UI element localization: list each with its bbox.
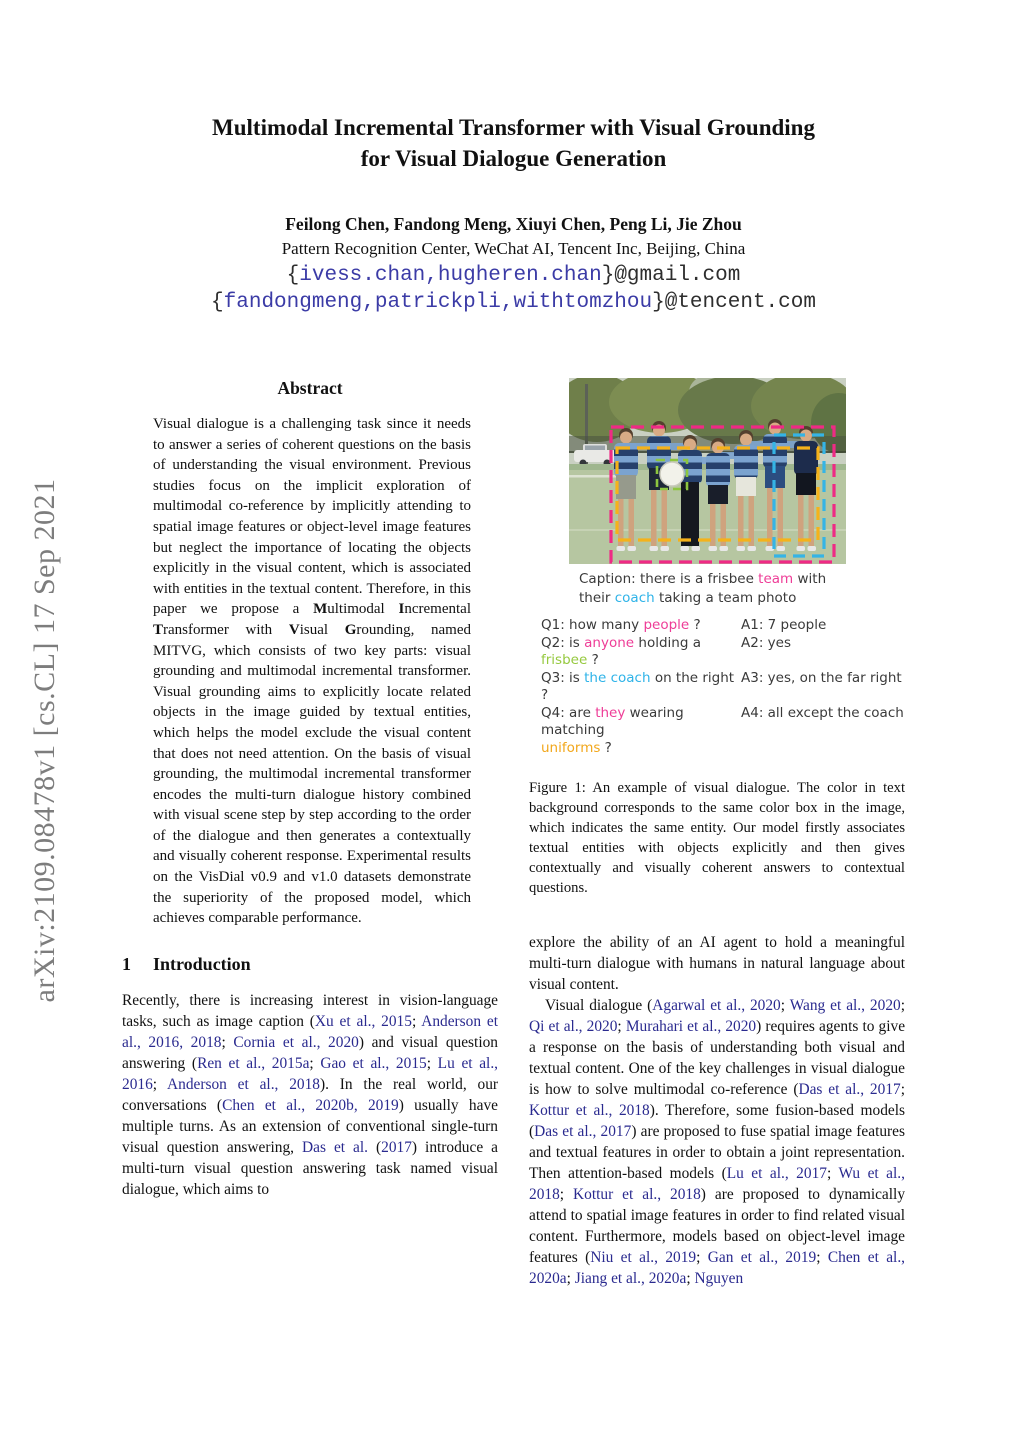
email-block — [122, 262, 905, 316]
entity-green: frisbee — [541, 652, 588, 668]
email-users: fandongmeng,patrickpli,withtomzhou — [223, 291, 653, 314]
email-line-1 — [122, 262, 905, 289]
text-run: ncremental — [404, 601, 471, 618]
text-run: Recently, there is increasing interest in vision-language tasks, such as image caption ( — [122, 991, 498, 1030]
paragraph-continuation — [529, 932, 905, 995]
text-run: ; — [900, 1081, 905, 1098]
text-run: rounding, named MITVG, which consists of two key parts: visual grounding and multimodal incremental transformer. Visual grounding aims to explicitly locate related objects in the image guided by textual entities, which helps the model exclude the visual content that does not need attention. On the basis of visual grounding, the multimodal incremental transformer encodes the multi-turn dialogue history combined with visual scene step by step according to the order of the dialogue and then generates a contextually and visually coherent response. Experimental results on the VisDial v0.9 and v1.0 datasets demonstrate the superiority of the proposed model, which achieves comparable performance. — [153, 621, 471, 927]
text-run: explore the ability of an AI agent to hold a meaningful multi-turn dialogue with humans in natural language about visual content. — [529, 934, 905, 993]
section-title: Introduction — [153, 953, 251, 974]
citation-link[interactable]: Niu et al., 2019 — [590, 1249, 697, 1266]
email-brace: { — [286, 264, 300, 287]
text-run: ? — [600, 739, 612, 756]
question-4-wrap — [541, 740, 741, 758]
text-run: holding a — [634, 634, 701, 651]
intro-paragraph — [122, 990, 498, 1200]
text-run: wearing matching — [541, 704, 684, 738]
text-run: ? — [689, 617, 701, 633]
text-run: ). In the real world, our conversations ( — [122, 1075, 499, 1114]
text-run: ) are proposed to dynamically attend to spatial image features in order to find related visual content. Furthermore, models based on object-level image features ( — [529, 1186, 906, 1266]
citation-link[interactable]: Agarwal et al., 2020 — [652, 997, 781, 1014]
text-run: Q4: are — [541, 704, 596, 721]
email-line-2 — [122, 289, 905, 316]
entity-cyan: the coach — [584, 669, 651, 686]
right-column — [529, 378, 905, 1289]
citation-link[interactable]: Kottur et al., 2018 — [529, 1102, 650, 1119]
paper-title — [122, 112, 905, 174]
entity-orange: uniforms — [541, 739, 601, 756]
citation-link[interactable]: Lu et al., 2016 — [122, 1054, 499, 1093]
email-domain: }@tencent.com — [652, 291, 816, 314]
text-run: ; — [152, 1075, 168, 1093]
text-run: Q3: is — [541, 669, 585, 686]
email-domain: }@gmail.com — [601, 264, 741, 287]
citation-link[interactable]: 2017 — [381, 1138, 412, 1156]
text-run: on the right ? — [541, 669, 735, 703]
section-heading-introduction — [122, 954, 498, 975]
entity-bold: V — [288, 621, 300, 638]
citation-link[interactable]: Lu et al., 2017 — [726, 1165, 827, 1182]
text-run: ) and visual question answering ( — [122, 1033, 498, 1072]
paper-page — [122, 112, 905, 1289]
entity-pink: team — [758, 571, 794, 587]
answer-4: A4: all except the coach — [741, 704, 904, 721]
arxiv-watermark: arXiv:2109.08478v1 [cs.CL] 17 Sep 2021 — [28, 478, 61, 1003]
text-run: Q1: how many — [541, 617, 644, 633]
answer-1: A1: 7 people — [741, 617, 827, 633]
entity-pink: people — [643, 617, 690, 633]
text-run: with their — [579, 571, 827, 606]
abstract-heading: Abstract — [277, 378, 343, 398]
citation-link[interactable]: Anderson et al., 2016, 2018 — [122, 1012, 499, 1051]
citation-link[interactable]: Gan et al., 2019 — [707, 1249, 817, 1266]
entity-bold: G — [344, 621, 357, 638]
entity-pink: they — [595, 704, 626, 721]
answer-4-blank — [741, 740, 905, 758]
text-run: ). Therefore, some fusion-based models ( — [529, 1102, 905, 1140]
dialogue-qa — [541, 617, 905, 757]
citation-link[interactable]: Cornia et al., 2020 — [233, 1033, 359, 1051]
citation-link[interactable]: Ren et al., 2015a — [197, 1054, 310, 1072]
entity-cyan: coach — [614, 590, 655, 606]
answer-2: A2: yes — [741, 634, 791, 651]
citation-link[interactable]: Xu et al., 2015 — [314, 1012, 412, 1030]
answer-3: A3: yes, on the far right — [741, 669, 902, 686]
citation-link[interactable]: Murahari et al., 2020 — [625, 1018, 757, 1035]
text-run: ; — [559, 1186, 574, 1203]
text-run: Q2: is — [541, 634, 585, 651]
question-2 — [541, 635, 741, 670]
text-run: taking a team photo — [654, 590, 797, 606]
paper-title-line1: Multimodal Incremental Transformer with Visual Grounding — [212, 115, 815, 140]
citation-link[interactable]: Chen et al., 2020b, 2019 — [222, 1096, 399, 1114]
text-run: ; — [426, 1054, 438, 1072]
question-1 — [541, 617, 741, 635]
text-run: ; — [696, 1249, 708, 1266]
citation-link[interactable]: Das et al., 2017 — [534, 1123, 632, 1140]
text-run: ; — [309, 1054, 321, 1072]
text-run: ) are proposed to fuse spatial image features and textual features in order to obtain a joint representation. Then attention-based models ( — [529, 1123, 905, 1182]
email-brace: { — [211, 291, 224, 314]
citation-link[interactable]: Wang et al., 2020 — [789, 997, 901, 1014]
citation-link[interactable]: Nguyen — [694, 1270, 744, 1287]
citation-link[interactable]: Kottur et al., 2018 — [573, 1186, 701, 1203]
citation-link[interactable]: Das et al., 2017 — [798, 1081, 901, 1098]
entity-bold: T — [153, 621, 164, 638]
left-column — [122, 378, 498, 1289]
citation-link[interactable]: Anderson et al., 2018 — [167, 1075, 321, 1093]
figure1 — [569, 378, 846, 564]
entity-bold: I — [398, 601, 405, 618]
citation-link[interactable]: Wu et al., 2018 — [529, 1165, 905, 1203]
text-run: ; — [826, 1165, 839, 1182]
text-run: Visual dialogue is a challenging task since it needs to answer a series of coherent questions on the basis of understanding the visual environment. Previous studies focus on the implicit exploration of multimodal co-reference by implicitly attending to spatial image features or object-level image features but neglect the importance of locating the objects explicitly in the visual content, which is associated with entities in the textual content. Therefore, in this paper we propose a — [153, 416, 471, 618]
section-number: 1 — [122, 953, 131, 974]
figure1-caption: Figure 1: An example of visual dialogue. The color in text background corresponds to the same color box in the image, which indicates the same entity. Our model firstly associates textual entities with objects explicitly and then gives contextually and visually coherent answers to contextual questions. — [529, 780, 905, 896]
citation-link[interactable]: Chen et al., 2020a — [529, 1249, 906, 1287]
citation-link[interactable]: Das et al. — [302, 1138, 369, 1156]
text-run: ) usually have multiple turns. As an extension of conventional single-turn visual question answering, — [122, 1096, 498, 1156]
right-column-text — [529, 932, 905, 1289]
text-run: isual — [299, 621, 345, 638]
text-run: ultimodal — [327, 601, 399, 618]
person-figure — [678, 435, 702, 551]
paper-title-line2: for Visual Dialogue Generation — [360, 146, 667, 171]
abstract-text — [122, 414, 498, 929]
text-run: ; — [780, 997, 790, 1014]
text-run: Visual dialogue ( — [545, 997, 653, 1014]
authors-line: Feilong Chen, Fandong Meng, Xiuyi Chen, Peng Li, Jie Zhou — [285, 214, 742, 234]
entity-pink: anyone — [584, 634, 635, 651]
text-run: ; — [900, 997, 905, 1014]
paragraph-visual-dialogue — [529, 995, 905, 1289]
figure1-photo — [569, 378, 846, 564]
text-run: Caption: there is a frisbee — [579, 571, 759, 587]
text-run: ransformer with — [163, 621, 289, 638]
text-run: ; — [221, 1033, 234, 1051]
citation-link[interactable]: Jiang et al., 2020a — [574, 1270, 687, 1287]
text-run: ; — [411, 1012, 422, 1030]
citation-link[interactable]: Qi et al., 2020 — [529, 1018, 618, 1035]
question-3 — [541, 670, 741, 705]
email-users: ivess.chan,hugheren.chan — [299, 264, 602, 287]
question-4 — [541, 705, 741, 740]
affiliation-line: Pattern Recognition Center, WeChat AI, Tencent Inc, Beijing, China — [281, 239, 746, 258]
text-run: ; — [617, 1018, 626, 1035]
text-run: ; — [566, 1270, 575, 1287]
text-run: ) requires agents to give a response on the basis of understanding both visual and textual content. One of the key challenges in visual dialogue is how to solve multimodal co-reference ( — [529, 1018, 906, 1098]
citation-link[interactable]: Gao et al., 2015 — [320, 1054, 427, 1072]
text-run: ? — [587, 652, 599, 668]
entity-bold: M — [313, 601, 328, 618]
text-run: ) introduce a multi-turn visual question answering task named visual dialogue, which aims to — [122, 1138, 498, 1198]
photo-caption — [579, 570, 847, 608]
text-run: ; — [686, 1270, 695, 1287]
text-run: ; — [816, 1249, 828, 1266]
text-run: ( — [368, 1138, 382, 1156]
frisbee — [660, 462, 684, 486]
